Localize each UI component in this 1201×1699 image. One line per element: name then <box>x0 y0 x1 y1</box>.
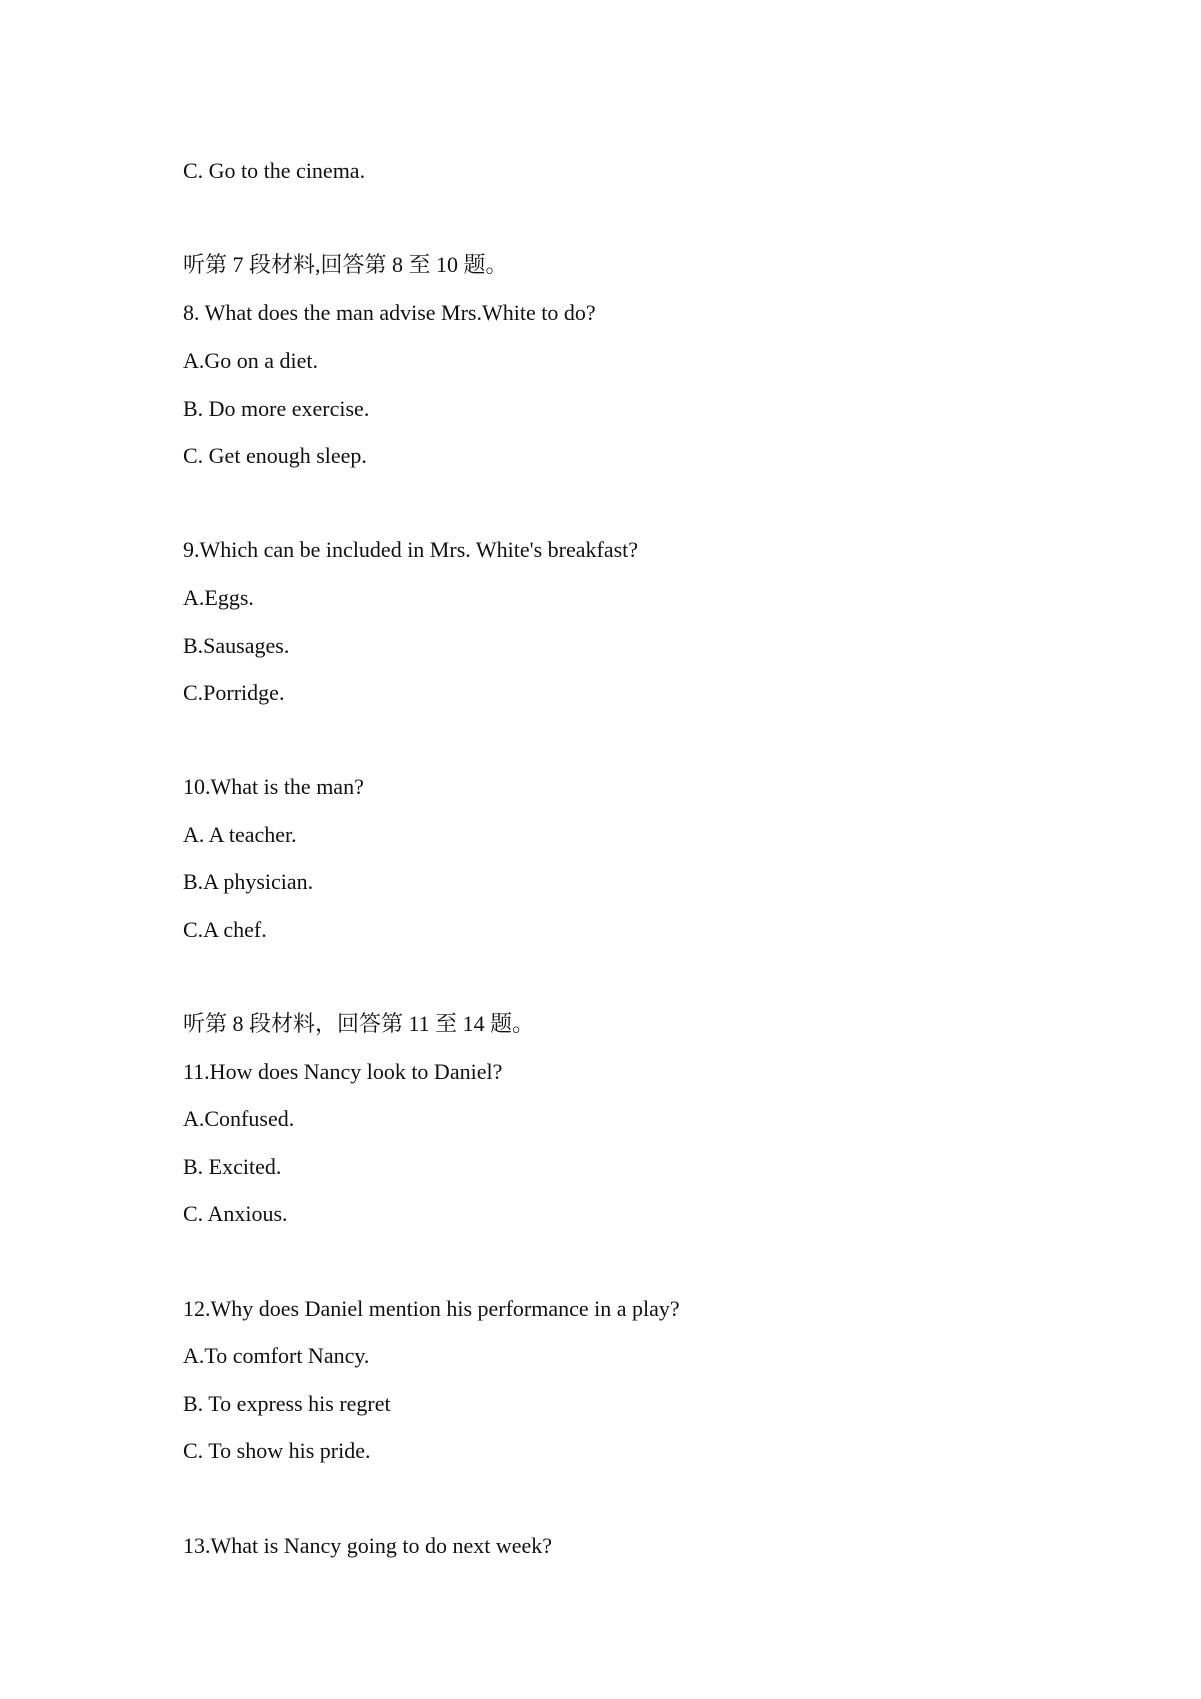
option-a-q10: A. A teacher. <box>183 822 297 847</box>
option-b-q9: B.Sausages. <box>183 633 290 658</box>
option-c-q9: C.Porridge. <box>183 680 285 705</box>
option-c-q7: C. Go to the cinema. <box>183 158 366 183</box>
option-b-q10: B.A physician. <box>183 869 314 894</box>
option-b-q12: B. To express his regret <box>183 1391 391 1416</box>
option-c-q8: C. Get enough sleep. <box>183 443 367 468</box>
question-8: 8. What does the man advise Mrs.White to do? <box>183 300 596 325</box>
option-a-q9: A.Eggs. <box>183 585 254 610</box>
option-b-q11: B. Excited. <box>183 1154 282 1179</box>
option-a-q12: A.To comfort Nancy. <box>183 1343 370 1368</box>
option-a-q8: A.Go on a diet. <box>183 348 319 373</box>
option-c-q11: C. Anxious. <box>183 1201 288 1226</box>
question-9: 9.Which can be included in Mrs. White's breakfast? <box>183 537 639 562</box>
question-11: 11.How does Nancy look to Daniel? <box>183 1059 503 1084</box>
option-c-q12: C. To show his pride. <box>183 1438 371 1463</box>
section-header-8: 听第 8 段材料，回答第 11 至 14 题。 <box>183 1011 535 1036</box>
option-c-q10: C.A chef. <box>183 917 267 942</box>
option-b-q8: B. Do more exercise. <box>183 396 370 421</box>
option-a-q11: A.Confused. <box>183 1106 295 1131</box>
question-12: 12.Why does Daniel mention his performance in a play? <box>183 1296 680 1321</box>
section-header-7: 听第 7 段材料,回答第 8 至 10 题。 <box>183 252 508 277</box>
question-10: 10.What is the man? <box>183 774 364 799</box>
question-13: 13.What is Nancy going to do next week? <box>183 1533 553 1558</box>
